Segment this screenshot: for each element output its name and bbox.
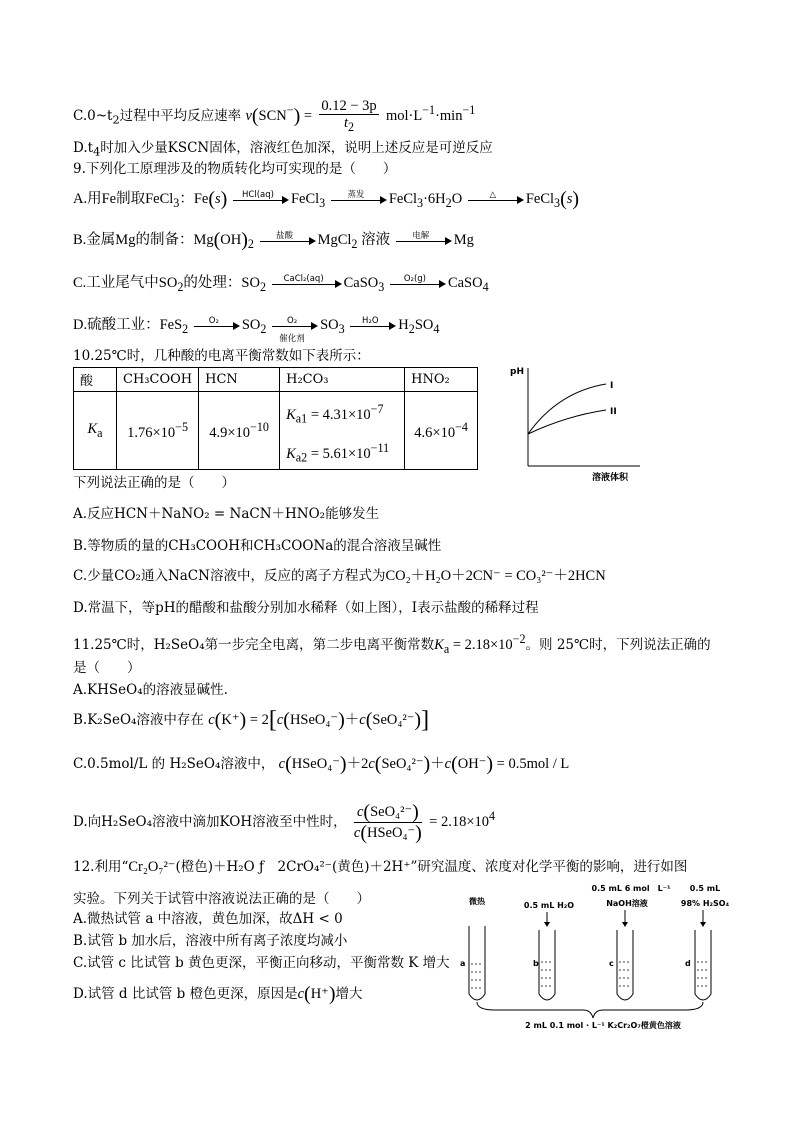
dilution-graph: [506, 362, 656, 486]
q12-option-a: A.微热试管 a 中溶液，黄色加深，故ΔH < 0: [73, 911, 343, 927]
q9-d-arrow-1: O₂: [194, 319, 240, 333]
tube-a-label: a: [460, 959, 466, 968]
label-naoh-1: 0.5 mL 6 mol L⁻¹: [591, 884, 671, 893]
q11-d-fraction: $\frac{\text{c(SeO₄²⁻)}}{\text{c(HSeO₄⁻)}}$: [353, 800, 422, 844]
label-heat: 微热: [469, 897, 485, 906]
q8-option-c: $C.0\sim t_2$过程中平均反应速率 v(SCN−) = $\frac{0.12 - 3p}{t_2}$ $mol\cdot L^{-1}\cdot\min^{-1}$: [73, 98, 476, 134]
tube-c: [617, 930, 633, 1000]
q9-c-arrow-1: CaCl₂(aq): [272, 277, 342, 291]
q9-a-arrow-3: △: [468, 193, 524, 207]
q9-option-a: A.用Fe制取FeCl$_3$：Fe(s) HCl(aq) FeCl$_3$ 蒸发 $FeCl_3\cdot 6H_2O$ △ FeCl$_3$(s): [73, 188, 580, 210]
q9-b-arrow-2: 电解: [396, 234, 452, 248]
q9-stem: 9.下列化工原理涉及的物质转化均可实现的是（ ）: [73, 161, 397, 177]
ka-table: [73, 367, 478, 470]
q12-option-b: B.试管 b 加水后，溶液中所有离子浓度均减小: [73, 933, 348, 949]
ka-table-cell-h2co3: $K_{a1} = 4.31\times 10^{-7}$ $K_{a2} = 5.61\times 10^{-11}$: [280, 392, 405, 470]
q10-option-a: A.反应HCN＋NaNO₂ = NaCN＋HNO₂能够发生: [73, 506, 380, 522]
q11-stem-cont: 是（ ）: [73, 660, 141, 676]
ka-table-header-hcn: HCN: [199, 368, 280, 392]
q10-option-b: B.等物质的量的CH₃COOH和CH₃COONa的混合溶液呈碱性: [73, 538, 442, 554]
tube-c-label: c: [609, 959, 614, 968]
q9-b-arrow-1: 盐酸: [260, 234, 316, 248]
ka-table-cell-hno2: $4.6\times 10^{-4}$: [405, 392, 478, 470]
graph-xlabel: 溶液体积: [592, 473, 629, 483]
q11-option-a: A.KHSeO₄的溶液显碱性.: [73, 682, 228, 698]
q10-option-d: D.常温下，等pH的醋酸和盐酸分别加水稀释（如上图），I表示盐酸的稀释过程: [73, 600, 539, 616]
brace: [477, 1002, 703, 1018]
tube-d: [695, 930, 711, 1000]
tube-b-label: b: [533, 959, 539, 968]
label-acid-1: 0.5 mL: [689, 884, 721, 893]
q12-option-c: C.试管 c 比试管 b 黄色更深，平衡正向移动，平衡常数 K 增大: [73, 955, 450, 971]
q11-option-d: D.向H₂SeO₄溶液中滴加KOH溶液至中性时， $\frac{\text{c(SeO₄²⁻)}}{\text{c(HSeO₄⁻)}}$ = $2.18\times 10^4$: [73, 800, 496, 844]
graph-ylabel: pH: [510, 367, 524, 377]
test-tube-figure: [455, 882, 745, 1032]
q11-option-b: B.K₂SeO₄溶液中存在 c(K⁺) = 2[c(HSeO₄⁻)＋c(SeO₄²⁻)]: [73, 707, 430, 733]
label-bottom: 2 mL 0.1 mol · L⁻¹ K₂Cr₂O₇橙黄色溶液: [525, 1021, 681, 1030]
label-acid-2: 98% H₂SO₄: [680, 899, 730, 908]
q9-d-arrow-3: H₂O: [350, 319, 396, 333]
q9-option-b: B.金属Mg的制备：$Mg(OH)_2$ 盐酸 MgCl$_2$ 溶液 电解 Mg: [73, 229, 474, 251]
ka-table-header-h2co3: H₂CO₃: [280, 368, 405, 392]
label-naoh-2: NaOH溶液: [606, 899, 648, 908]
q9-a-arrow-2: 蒸发: [331, 193, 387, 207]
q12-option-d: D.试管 d 比试管 b 橙色更深，原因是c(H⁺)增大: [73, 983, 363, 1005]
q12-stem-cont: 实验。下列关于试管中溶液说法正确的是（ ）: [73, 891, 370, 907]
tube-a: [469, 926, 485, 1000]
ka-table-row-label: $K_a$: [74, 392, 117, 470]
q9-a-arrow-1: HCl(aq): [233, 193, 289, 207]
ka-table-cell-hcn: $4.9\times 10^{-10}$: [199, 392, 280, 470]
tube-b: [539, 930, 555, 1000]
curve-II-label: II: [610, 407, 617, 417]
ka-table-cell-ch3cooh: $1.76\times 10^{-5}$: [117, 392, 199, 470]
q10-option-c: C.少量CO₂通入NaCN溶液中，反应的离子方程式为CO₂＋H₂O＋2CN⁻ = CO₃²⁻＋2HCN: [73, 568, 606, 584]
q9-d-arrow-2: O₂ 催化剂: [272, 319, 318, 333]
ka-table-header-hno2: HNO₂: [405, 368, 478, 392]
q10-stem: 10.25℃时，几种酸的电离平衡常数如下表所示：: [73, 348, 370, 364]
curve-I-label: I: [610, 381, 614, 391]
q10-ask: 下列说法正确的是（ ）: [73, 475, 235, 491]
q12-stem: 12.利用“Cr₂O₇²⁻(橙色)＋H₂O ƒ 2CrO₄²⁻(黄色)＋2H⁺”研究温度、浓度对化学平衡的影响，进行如图: [73, 859, 688, 875]
q9-c-arrow-2: O₂(g): [390, 277, 446, 291]
curve-I: [528, 384, 606, 434]
tube-d-label: d: [685, 959, 691, 968]
q11-option-c: C.0.5mol/L 的 H₂SeO₄溶液中， c(HSeO₄⁻)＋2c(SeO₄²⁻)＋c(OH⁻) = 0.5mol / L: [73, 753, 570, 775]
q8-option-d: $D.t_4$时加入少量KSCN固体，溶液红色加深，说明上述反应是可逆反应: [73, 140, 493, 159]
q8-c-prefix: C.0~t: [73, 107, 113, 124]
curve-II: [528, 410, 606, 434]
ka-table-header-acid: 酸: [74, 368, 117, 392]
q9-option-d: D.硫酸工业：FeS$_2$ O₂ $SO_2$ O₂ 催化剂 $SO_3$ H₂O $H_2SO_4$: [73, 315, 440, 344]
ka-table-header-ch3cooh: CH₃COOH: [117, 368, 199, 392]
label-water: 0.5 mL H₂O: [523, 901, 575, 910]
q9-option-c: C.工业尾气中$SO_2$的处理：$SO_2$ CaCl₂(aq) CaSO$_3$ O₂(g) CaSO$_4$: [73, 273, 489, 294]
q8-c-fraction: $\frac{0.12 - 3p}{t_2}$: [321, 98, 377, 134]
q11-stem: 11.25℃时，H₂SeO₄第一步完全电离，第二步电离平衡常数$K_a = 2.18\times 10^{-2}$。则 25℃时，下列说法正确的: [73, 632, 711, 656]
